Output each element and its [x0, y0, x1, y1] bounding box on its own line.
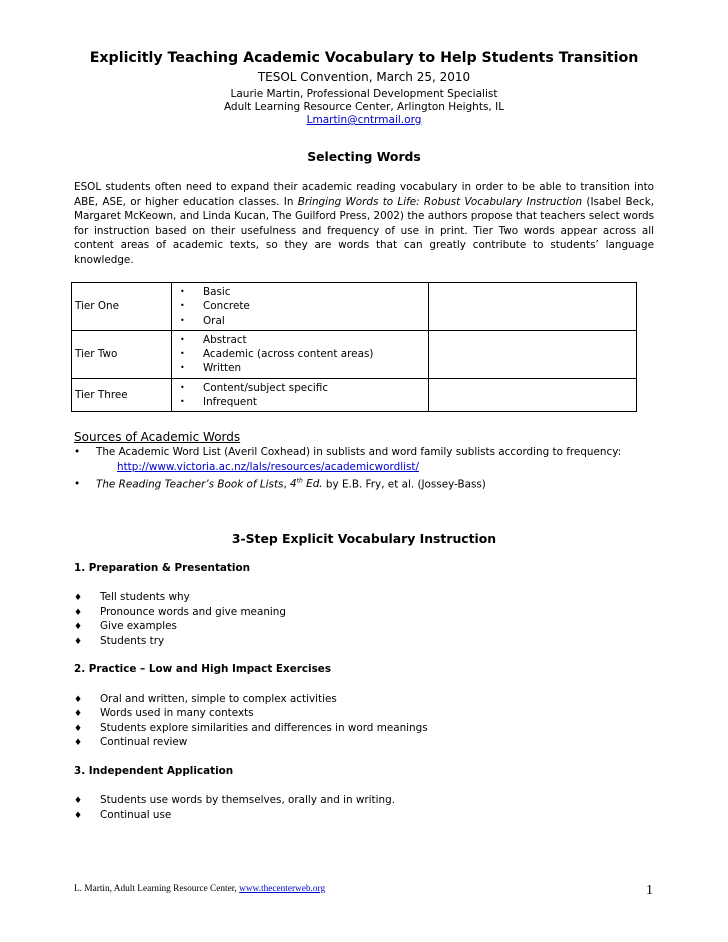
page-number: 1	[646, 883, 653, 898]
book-title: Bringing Words to Life: Robust Vocabulary Instruction	[297, 195, 583, 208]
table-row	[72, 283, 637, 331]
instruction-heading: 3-Step Explicit Vocabulary Instruction	[231, 531, 497, 546]
tier-name-cell: Tier One	[72, 283, 172, 331]
tier-items-cell	[172, 378, 429, 412]
bullet-icon: •	[74, 446, 81, 458]
tier-items-cell	[172, 330, 429, 378]
diamond-bullet-icon: ♦	[74, 695, 83, 705]
step-heading: 2. Practice – Low and High Impact Exercises	[74, 663, 332, 675]
tier-name-cell: Tier Two	[72, 330, 172, 378]
awl-link[interactable]: http://www.victoria.ac.nz/lals/resources/academicwordlist/	[117, 461, 419, 473]
tier-item: • Abstract	[172, 333, 428, 347]
diamond-bullet-icon: ♦	[74, 724, 83, 734]
page-footer: L. Martin, Adult Learning Resource Center, www.thecenterweb.org	[74, 884, 326, 894]
table-row	[72, 378, 637, 412]
list-item: ♦ Continual review	[74, 736, 188, 748]
list-item: ♦ Tell students why	[74, 591, 190, 603]
tier-empty-cell	[429, 378, 637, 412]
selecting-words-heading: Selecting Words	[307, 149, 421, 164]
tier-item: • Concrete	[172, 299, 428, 313]
tier-item: • Basic	[172, 285, 428, 299]
organization-line: Adult Learning Resource Center, Arlington Heights, IL	[223, 101, 505, 113]
table-row	[72, 330, 637, 378]
diamond-bullet-icon: ♦	[74, 796, 83, 806]
email-link[interactable]: Lmartin@cntrmail.org	[306, 114, 422, 126]
bullet-icon: •	[74, 478, 81, 491]
tier-item: • Content/subject specific	[172, 381, 428, 395]
conference-line: TESOL Convention, March 25, 2010	[257, 70, 471, 84]
source-item: • The Academic Word List (Averil Coxhead) in sublists and word family sublists according to frequency:	[74, 446, 622, 458]
diamond-bullet-icon: ♦	[74, 593, 83, 603]
diamond-bullet-icon: ♦	[74, 709, 83, 719]
list-item: ♦ Oral and written, simple to complex activities	[74, 693, 337, 705]
list-item: ♦ Students use words by themselves, orally and in writing.	[74, 794, 395, 806]
diamond-bullet-icon: ♦	[74, 622, 83, 632]
author-line: Laurie Martin, Professional Development Specialist	[230, 88, 498, 100]
step-heading: 1. Preparation & Presentation	[74, 562, 250, 574]
list-item: ♦ Continual use	[74, 809, 172, 821]
book-title: The Reading Teacher’s Book of Lists	[96, 478, 284, 491]
list-item: ♦ Students explore similarities and differences in word meanings	[74, 722, 428, 734]
tier-items-cell	[172, 283, 429, 331]
source-item: • The Reading Teacher’s Book of Lists, 4th Ed. by E.B. Fry, et al. (Jossey-Bass)	[74, 478, 486, 491]
tier-empty-cell	[429, 330, 637, 378]
intro-paragraph: ESOL students often need to expand their academic reading vocabulary in order to be able to transition into ABE, ASE, or higher education classes. In Bringing Words to Life: Robust Vocabulary Instruction (Isabel Beck, Margaret McKeown, and Linda Kucan, The Guilford Press, 2002) the authors propose that teachers select words for instruction based on their usefulness and frequency of use in print. Tier Two words appear across all content areas of academic texts, so they are words that can greatly contribute to students’ language knowledge.	[74, 181, 655, 266]
tier-name-cell: Tier Three	[72, 378, 172, 412]
tier-item: • Infrequent	[172, 395, 428, 409]
sources-heading: Sources of Academic Words	[74, 430, 241, 444]
list-item: ♦ Pronounce words and give meaning	[74, 606, 286, 618]
footer-website-link[interactable]: www.thecenterweb.org	[239, 884, 326, 894]
tier-item: • Written	[172, 361, 428, 375]
tier-item: • Academic (across content areas)	[172, 347, 428, 361]
tier-empty-cell	[429, 283, 637, 331]
list-item: ♦ Give examples	[74, 620, 177, 632]
list-item: ♦ Words used in many contexts	[74, 707, 254, 719]
diamond-bullet-icon: ♦	[74, 608, 83, 618]
diamond-bullet-icon: ♦	[74, 738, 83, 748]
diamond-bullet-icon: ♦	[74, 811, 83, 821]
tiers-table	[71, 282, 637, 412]
diamond-bullet-icon: ♦	[74, 637, 83, 647]
tier-item: • Oral	[172, 314, 428, 328]
document-title: Explicitly Teaching Academic Vocabulary to Help Students Transition	[89, 50, 639, 66]
list-item: ♦ Students try	[74, 635, 165, 647]
step-heading: 3. Independent Application	[74, 765, 234, 777]
